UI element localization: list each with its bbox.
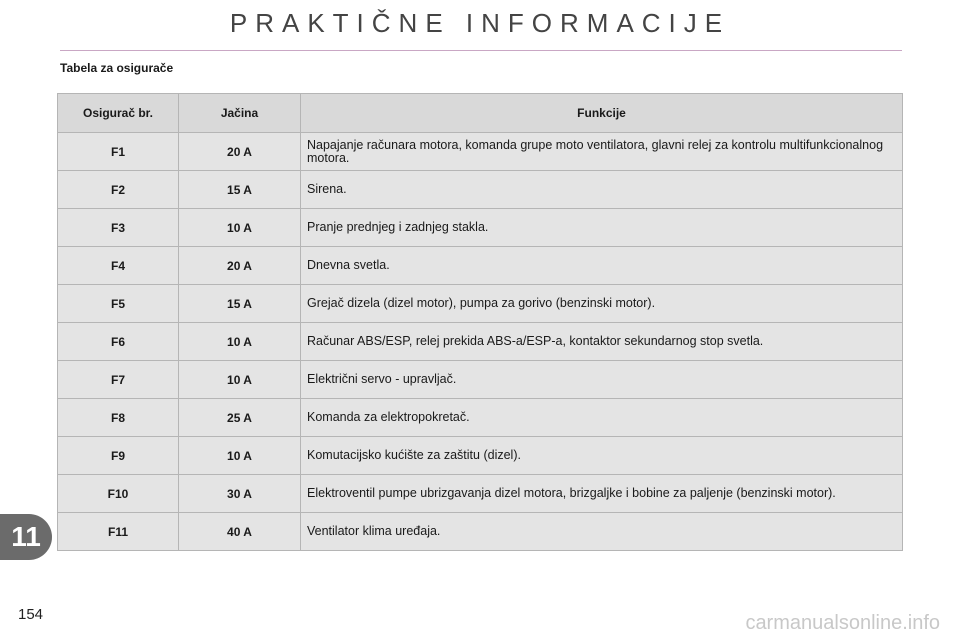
amperage-cell: 30 A	[179, 475, 301, 513]
fuse-number-cell: F4	[58, 247, 179, 285]
table-row	[58, 361, 903, 399]
table-row	[58, 133, 903, 171]
page-number: 154	[18, 606, 44, 623]
table-row	[58, 209, 903, 247]
function-cell: Grejač dizela (dizel motor), pumpa za gorivo (benzinski motor).	[301, 285, 903, 323]
fuse-number-cell: F1	[58, 133, 179, 171]
chapter-tab: 11	[0, 514, 52, 560]
fuse-number-cell: F5	[58, 285, 179, 323]
function-cell: Ventilator klima uređaja.	[301, 513, 903, 551]
fuse-number-cell: F3	[58, 209, 179, 247]
function-cell: Dnevna svetla.	[301, 247, 903, 285]
function-cell: Elektroventil pumpe ubrizgavanja dizel motora, brizgaljke i bobine za paljenje (benzinski motor).	[301, 475, 903, 513]
fuse-number-cell: F9	[58, 437, 179, 475]
column-header-functions: Funkcije	[301, 94, 903, 133]
fuse-number-cell: F11	[58, 513, 179, 551]
fuse-number-cell: F2	[58, 171, 179, 209]
function-cell: Komanda za elektropokretač.	[301, 399, 903, 437]
table-row	[58, 285, 903, 323]
fuse-number-cell: F8	[58, 399, 179, 437]
amperage-cell: 10 A	[179, 209, 301, 247]
fuse-number-cell: F10	[58, 475, 179, 513]
function-cell: Električni servo - upravljač.	[301, 361, 903, 399]
amperage-cell: 15 A	[179, 171, 301, 209]
amperage-cell: 20 A	[179, 247, 301, 285]
table-row	[58, 171, 903, 209]
table-row	[58, 437, 903, 475]
table-row	[58, 247, 903, 285]
table-row	[58, 399, 903, 437]
fuse-number-cell: F7	[58, 361, 179, 399]
amperage-cell: 40 A	[179, 513, 301, 551]
fuse-table	[57, 93, 903, 551]
fuse-number-cell: F6	[58, 323, 179, 361]
column-header-fuse-number: Osigurač br.	[58, 94, 179, 133]
header-divider	[60, 50, 902, 51]
amperage-cell: 20 A	[179, 133, 301, 171]
function-cell: Komutacijsko kućište za zaštitu (dizel).	[301, 437, 903, 475]
amperage-cell: 10 A	[179, 361, 301, 399]
amperage-cell: 25 A	[179, 399, 301, 437]
amperage-cell: 15 A	[179, 285, 301, 323]
column-header-amperage: Jačina	[179, 94, 301, 133]
table-row	[58, 475, 903, 513]
watermark: carmanualsonline.info	[745, 612, 940, 634]
table-row	[58, 323, 903, 361]
function-cell: Napajanje računara motora, komanda grupe moto ventilatora, glavni relej za kontrolu multifunkcionalnog motora.	[301, 133, 903, 171]
page-title: PRAKTIČNE INFORMACIJE	[229, 8, 731, 38]
function-cell: Pranje prednjeg i zadnjeg stakla.	[301, 209, 903, 247]
table-header-row	[58, 94, 903, 133]
amperage-cell: 10 A	[179, 437, 301, 475]
section-title: Tabela za osigurače	[60, 61, 174, 75]
function-cell: Računar ABS/ESP, relej prekida ABS-a/ESP-a, kontaktor sekundarnog stop svetla.	[301, 323, 903, 361]
amperage-cell: 10 A	[179, 323, 301, 361]
table-row	[58, 513, 903, 551]
function-cell: Sirena.	[301, 171, 903, 209]
fuse-table-body	[58, 133, 903, 551]
